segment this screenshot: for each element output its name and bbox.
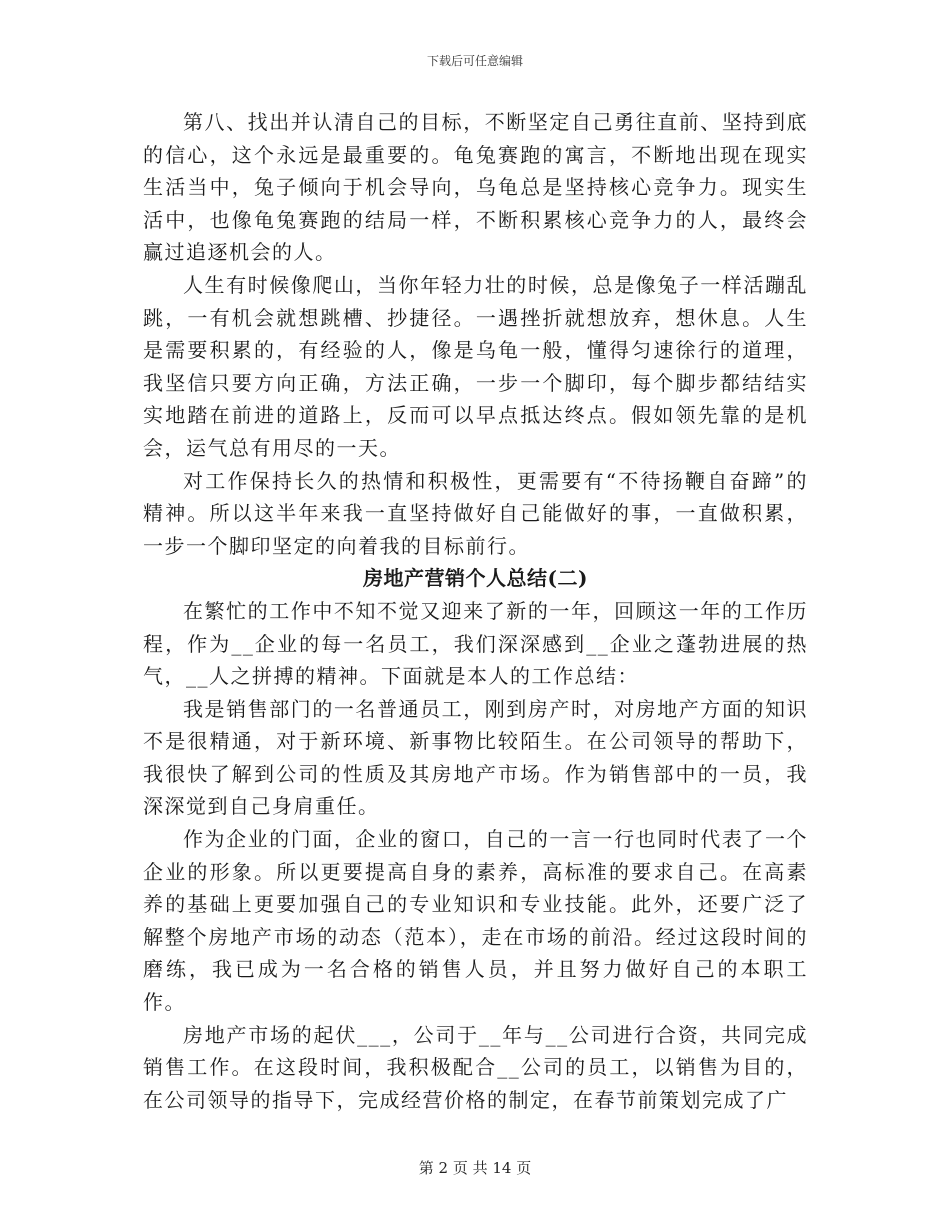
paragraph: 人生有时候像爬山，当你年轻力壮的时候，总是像兔子一样活蹦乱跳，一有机会就想跳槽、抄捷径。一遇挫折就想放弃，想休息。人生是需要积累的，有经验的人，像是乌龟一般，懂得匀速徐行的道理，我坚信只要方向正确，方法正确，一步一个脚印，每个脚步都结结实实地踏在前进的道路上，反而可以早点抵达终点。假如领先靠的是机会，运气总有用尽的一天。 — [143, 272, 808, 460]
paragraph: 第八、找出并认清自己的目标，不断坚定自己勇往直前、坚持到底的信心，这个永远是最重要的。龟兔赛跑的寓言，不断地出现在现实生活当中，兔子倾向于机会导向，乌龟总是坚持核心竞争力。现实生活中，也像龟兔赛跑的结局一样，不断积累核心竞争力的人，最终会赢过追逐机会的人。 — [143, 110, 808, 265]
paragraph: 房地产市场的起伏___，公司于__年与__公司进行合资，共同完成销售工作。在这段时间，我积极配合__公司的员工，以销售为目的，在公司领导的指导下，完成经营价格的制定，在春节前策划完成了广 — [143, 1022, 808, 1112]
paragraph: 在繁忙的工作中不知不觉又迎来了新的一年，回顾这一年的工作历程，作为__企业的每一名员工，我们深深感到__企业之蓬勃进展的热气，__人之拼搏的精神。下面就是本人的工作总结： — [143, 598, 808, 689]
header-note: 下载后可任意编辑 — [426, 54, 523, 68]
paragraph: 对工作保持长久的热情和积极性，更需要有“不待扬鞭自奋蹄”的精神。所以这半年来我一直坚持做好自己能做好的事，一直做积累，一步一个脚印坚定的向着我的目标前行。 — [143, 468, 808, 558]
paragraph: 作为企业的门面，企业的窗口，自己的一言一行也同时代表了一个企业的形象。所以更要提高自身的素养，高标准的要求自己。在高素养的基础上更要加强自己的专业知识和专业技能。此外，还要广泛了解整个房地产市场的动态（范本），走在市场的前沿。经过这段时间的磨练，我已成为一名合格的销售人员，并且努力做好自己的本职工作。 — [143, 827, 808, 1015]
paragraph: 我是销售部门的一名普通员工，刚到房产时，对房地产方面的知识不是很精通，对于新环境、新事物比较陌生。在公司领导的帮助下，我很快了解到公司的性质及其房地产市场。作为销售部中的一员，我深深觉到自己身肩重任。 — [143, 696, 808, 819]
page-number: 第 2 页 共 14 页 — [418, 1159, 532, 1177]
section-title: 房地产营销个人总结(二) — [363, 566, 588, 591]
document-body — [143, 106, 808, 1116]
